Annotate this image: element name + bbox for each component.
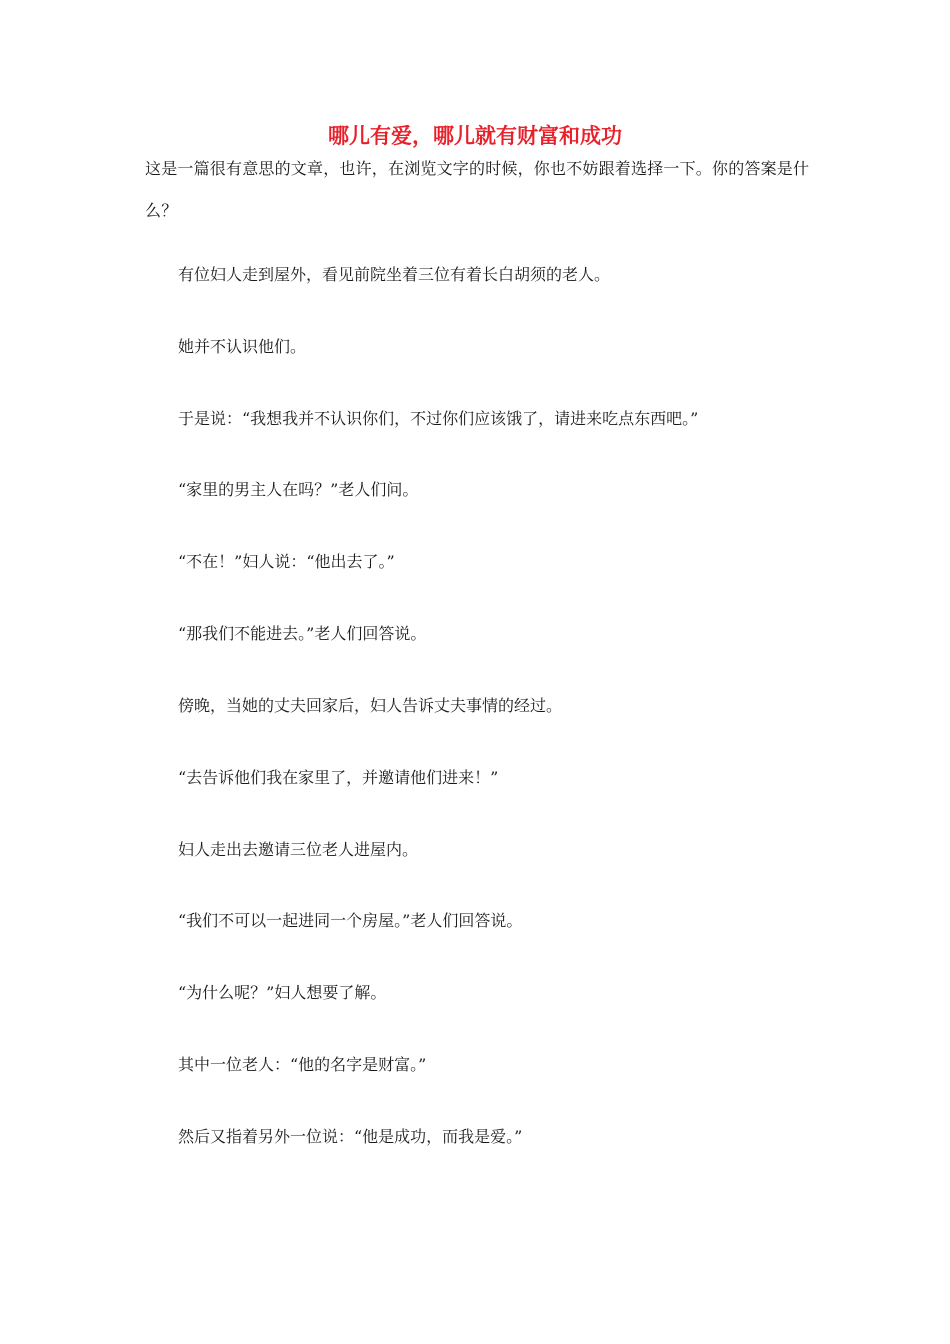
paragraph: 妇人走出去邀请三位老人进屋内。 <box>178 840 419 859</box>
paragraph: “去告诉他们我在家里了，并邀请他们进来！” <box>178 768 499 787</box>
paragraph: “那我们不能进去。”老人们回答说。 <box>178 624 427 643</box>
paragraph: “家里的男主人在吗？”老人们问。 <box>178 480 419 499</box>
intro-paragraph: 这是一篇很有意思的文章，也许，在浏览文字的时候，你也不妨跟着选择一下。你的答案是什么？ <box>145 159 810 220</box>
paragraph: “不在！”妇人说：“他出去了。” <box>178 552 395 571</box>
paragraph: “为什么呢？”妇人想要了解。 <box>178 983 387 1002</box>
paragraph: 她并不认识他们。 <box>178 337 307 356</box>
paragraph: “我们不可以一起进同一个房屋。”老人们回答说。 <box>178 911 523 930</box>
paragraph: 其中一位老人：“他的名字是财富。” <box>178 1055 427 1074</box>
document-title: 哪儿有爱，哪儿就有财富和成功 <box>328 124 622 148</box>
paragraph: 于是说：“我想我并不认识你们，不过你们应该饿了，请进来吃点东西吧。” <box>178 409 699 428</box>
paragraph: 然后又指着另外一位说：“他是成功，而我是爱。” <box>178 1127 523 1146</box>
paragraph: 有位妇人走到屋外，看见前院坐着三位有着长白胡须的老人。 <box>178 265 611 284</box>
paragraph: 傍晚，当她的丈夫回家后，妇人告诉丈夫事情的经过。 <box>178 696 563 715</box>
